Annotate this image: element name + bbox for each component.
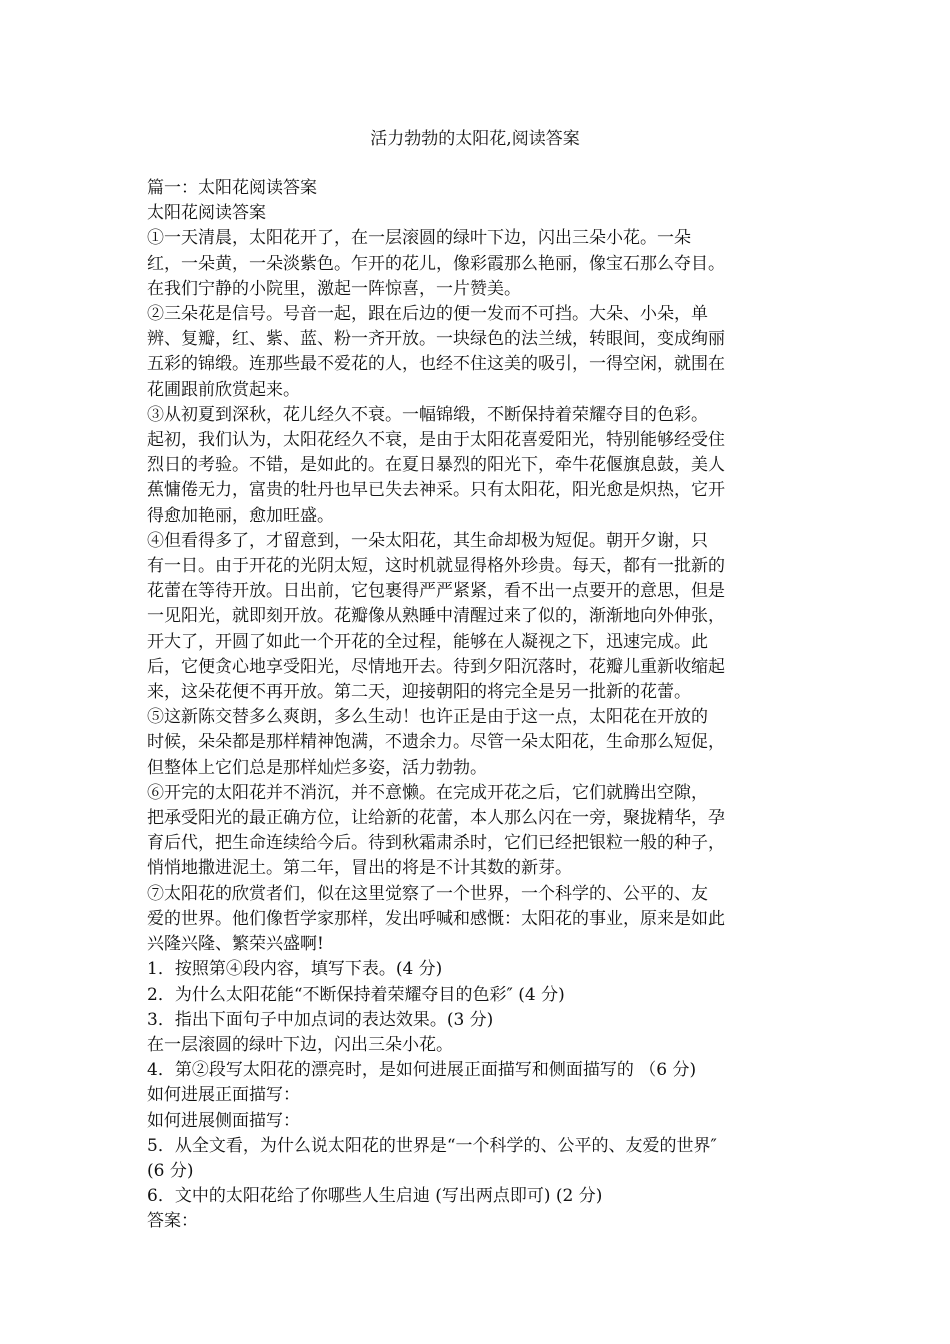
paragraph-line: ⑦太阳花的欣赏者们，似在这里觉察了一个世界，一个科学的、公平的、友 — [147, 883, 708, 904]
paragraph-3 — [147, 403, 807, 529]
paragraph-line: 有一日。由于开花的光阴太短，这时机就显得格外珍贵。每天，都有一批新的 — [147, 556, 725, 577]
paragraph-line: 时候，朵朵都是那样精神饱满，不遗余力。尽管一朵太阳花，生命那么短促， — [147, 732, 725, 753]
paragraph-5 — [147, 705, 807, 781]
paragraph-line: ①一天清晨，太阳花开了，在一层滚圆的绿叶下边，闪出三朵小花。一朵 — [147, 228, 691, 249]
paragraph-line: 花蕾在等待开放。日出前，它包裹得严严紧紧，看不出一点要开的意思，但是 — [147, 581, 725, 602]
section-heading: 篇一：太阳花阅读答案 — [147, 178, 317, 198]
paragraph-line: 起初，我们认为，太阳花经久不衰，是由于太阳花喜爱阳光，特别能够经受住 — [147, 430, 725, 451]
paragraph-line: 蕉慵倦无力，富贵的牡丹也早已失去神采。只有太阳花，阳光愈是炽热，它开 — [147, 480, 725, 501]
paragraph-line: 悄悄地撒进泥土。第二年，冒出的将是不计其数的新芽。 — [147, 858, 572, 879]
question-4: 4．第②段写太阳花的漂亮时，是如何进展正面描写和侧面描写的 （6 分) — [147, 1060, 697, 1081]
question-4-front-description: 如何进展正面描写： — [147, 1085, 300, 1106]
questions-list — [147, 957, 807, 1234]
paragraph-line: 但整体上它们总是那样灿烂多姿，活力勃勃。 — [147, 757, 487, 778]
paragraph-line: 花圃跟前欣赏起来。 — [147, 379, 300, 400]
question-2: 2．为什么太阳花能“不断保持着荣耀夺目的色彩″ (4 分) — [147, 984, 565, 1005]
paragraph-line: 开大了，开圆了如此一个开花的全过程，能够在人凝视之下，迅速完成。此 — [147, 631, 708, 652]
paragraph-4 — [147, 529, 807, 705]
document-title: 活力勃勃的太阳花,阅读答案 — [370, 129, 580, 149]
paragraph-line: ⑤这新陈交替多么爽朗，多么生动！也许正是由于这一点，太阳花在开放的 — [147, 707, 708, 728]
answers-label: 答案： — [147, 1211, 198, 1232]
paragraph-line: ③从初夏到深秋，花儿经久不衰。一幅锦缎，不断保持着荣耀夺目的色彩。 — [147, 404, 708, 425]
paragraph-7 — [147, 882, 807, 958]
question-3-sentence: 在一层滚圆的绿叶下边，闪出三朵小花。 — [147, 1034, 453, 1055]
paragraph-line: 育后代，把生命连续给今后。待到秋霜肃杀时，它们已经把银粒一般的种子， — [147, 833, 725, 854]
paragraph-6 — [147, 781, 807, 882]
paragraph-line: 一见阳光，就即刻开放。花瓣像从熟睡中清醒过来了似的，渐渐地向外伸张， — [147, 606, 725, 627]
question-6: 6．文中的太阳花给了你哪些人生启迪 (写出两点即可) (2 分) — [147, 1186, 603, 1207]
question-3: 3．指出下面句子中加点词的表达效果。(3 分) — [147, 1009, 494, 1030]
paragraph-line: 兴隆兴隆、繁荣兴盛啊! — [147, 934, 324, 955]
paragraph-line: 烈日的考验。不错，是如此的。在夏日暴烈的阳光下，牵牛花偃旗息鼓，美人 — [147, 455, 725, 476]
section-subheading: 太阳花阅读答案 — [147, 203, 266, 224]
question-4-side-description: 如何进展侧面描写： — [147, 1110, 300, 1131]
paragraph-line: 来，这朵花便不再开放。第二天，迎接朝阳的将完全是另一批新的花蕾。 — [147, 682, 691, 703]
paragraph-line: 后，它便贪心地享受阳光，尽情地开去。待到夕阳沉落时，花瓣儿重新收缩起 — [147, 656, 725, 677]
paragraph-line: ④但看得多了，才留意到，一朵太阳花，其生命却极为短促。朝开夕谢，只 — [147, 530, 708, 551]
paragraph-line: 辨、复瓣，红、紫、蓝、粉一齐开放。一块绿色的法兰绒，转眼间，变成绚丽 — [147, 329, 725, 350]
paragraph-line: 把承受阳光的最正确方位，让给新的花蕾，本人那么闪在一旁，聚拢精华，孕 — [147, 808, 725, 829]
question-5-score: (6 分) — [147, 1160, 194, 1181]
paragraph-line: 在我们宁静的小院里，激起一阵惊喜，一片赞美。 — [147, 278, 521, 299]
paragraph-line: 得愈加艳丽，愈加旺盛。 — [147, 505, 334, 526]
paragraph-line: ⑥开完的太阳花并不消沉，并不意懒。在完成开花之后，它们就腾出空隙， — [147, 782, 708, 803]
paragraph-line: 红，一朵黄，一朵淡紫色。乍开的花儿，像彩霞那么艳丽，像宝石那么夺目。 — [147, 253, 725, 274]
question-1: 1．按照第④段内容，填写下表。(4 分) — [147, 959, 443, 980]
paragraph-line: ②三朵花是信号。号音一起，跟在后边的便一发而不可挡。大朵、小朵，单 — [147, 304, 708, 325]
paragraph-line: 爱的世界。他们像哲学家那样，发出呼喊和感慨：太阳花的事业，原来是如此 — [147, 908, 725, 929]
question-5: 5．从全文看，为什么说太阳花的世界是“一个科学的、公平的、友爱的世界″ — [147, 1135, 717, 1156]
paragraph-2 — [147, 302, 807, 403]
document-body — [147, 176, 807, 1235]
paragraph-1 — [147, 226, 807, 302]
paragraph-line: 五彩的锦缎。连那些最不爱花的人，也经不住这美的吸引，一得空闲，就围在 — [147, 354, 725, 375]
